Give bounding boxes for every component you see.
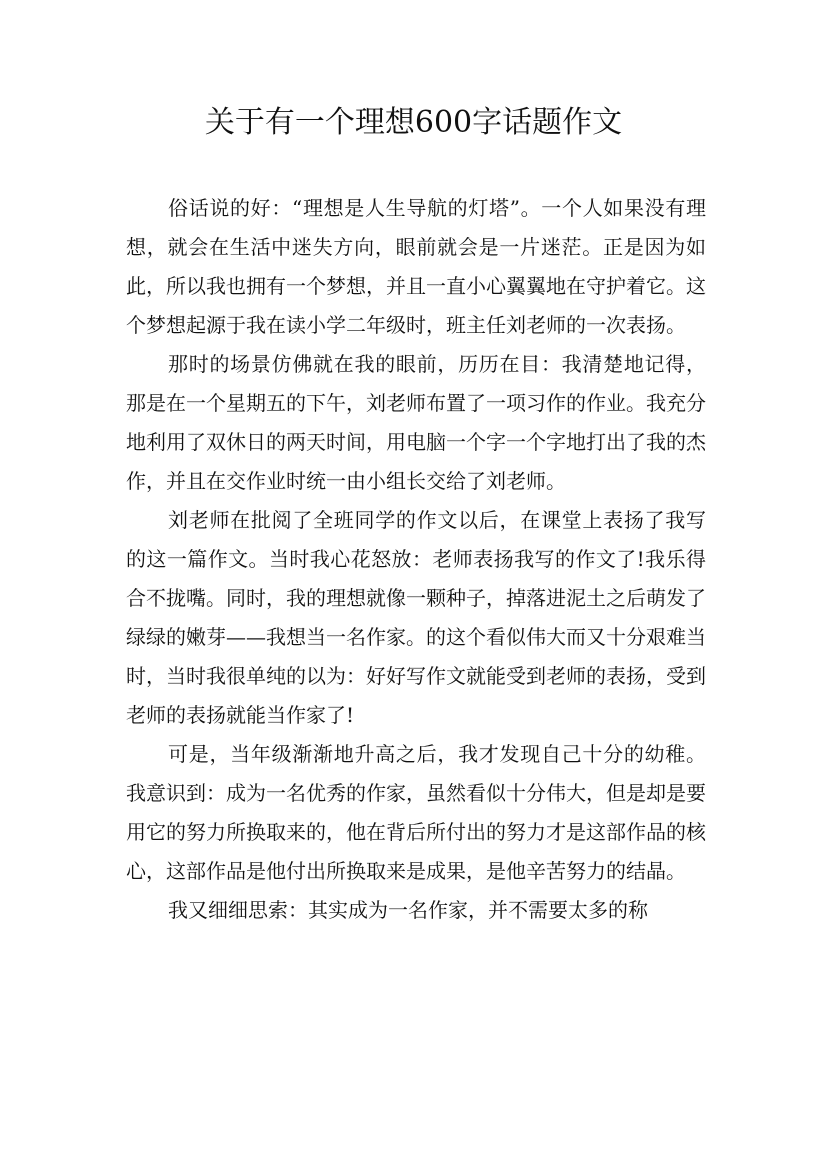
paragraph-2: 那时的场景仿佛就在我的眼前，历历在目：我清楚地记得，那是在一个星期五的下午，刘老师布置了一项习作的作业。我充分地利用了双休日的两天时间，用电脑一个字一个字地打出了我的杰作，并且在交作业时统一由小组长交给了刘老师。 xyxy=(126,352,706,493)
paragraph-5: 我又细细思索：其实成为一名作家，并不需要太多的称 xyxy=(168,898,648,922)
document-title: 关于有一个理想600字话题作文 xyxy=(204,105,623,140)
document-body xyxy=(126,189,706,930)
paragraph-4: 可是，当年级渐渐地升高之后，我才发现自己十分的幼稚。我意识到：成为一名优秀的作家，虽然看似十分伟大，但是却是要用它的努力所换取来的，他在背后所付出的努力才是这部作品的核心，这部作品是他付出所换取来是成果，是他辛苦努力的结晶。 xyxy=(126,742,706,883)
paragraph-1: 俗话说的好：“理想是人生导航的灯塔”。一个人如果没有理想，就会在生活中迷失方向，眼前就会是一片迷茫。正是因为如此，所以我也拥有一个梦想，并且一直小心翼翼地在守护着它。这个梦想起源于我在读小学二年级时，班主任刘老师的一次表扬。 xyxy=(126,196,706,337)
paragraph-3: 刘老师在批阅了全班同学的作文以后，在课堂上表扬了我写的这一篇作文。当时我心花怒放：老师表扬我写的作文了!我乐得合不拢嘴。同时，我的理想就像一颗种子，掉落进泥土之后萌发了绿绿的嫩芽——我想当一名作家。的这个看似伟大而又十分艰难当时，当时我很单纯的以为：好好写作文就能受到老师的表扬，受到老师的表扬就能当作家了! xyxy=(126,508,706,727)
